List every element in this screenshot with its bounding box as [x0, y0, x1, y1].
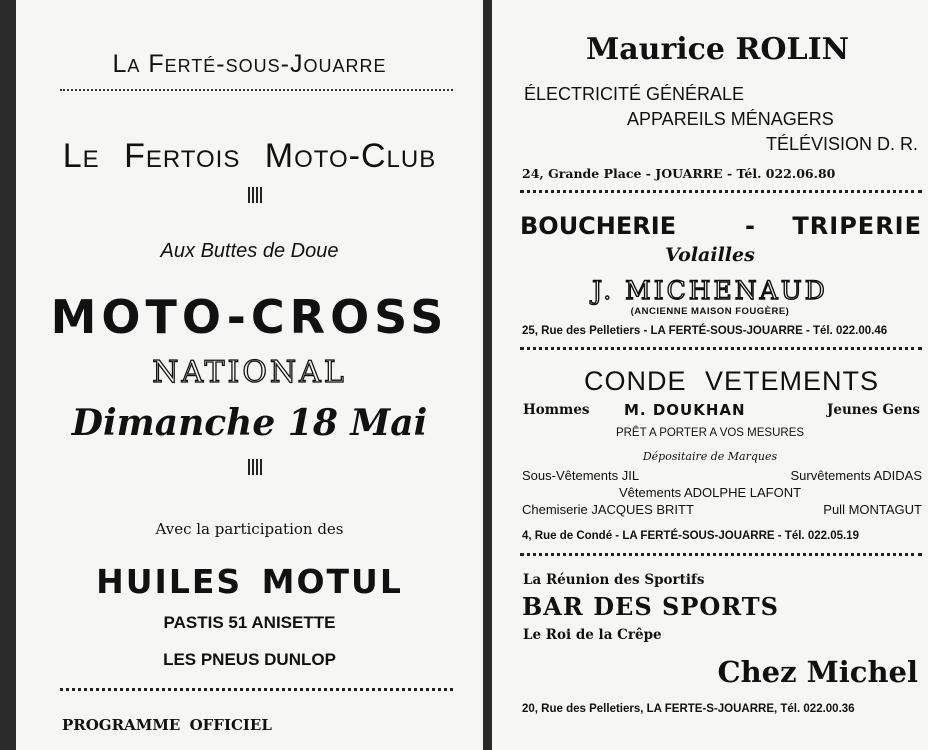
participation-text: Avec la participation des [155, 520, 344, 538]
sponsor-main: HUILES MOTUL [96, 562, 403, 601]
ornament-square [248, 459, 264, 475]
bar-address: 20, Rue des Pelletiers, LA FERTE-S-JOUARRE, Tél. 022.00.36 [522, 703, 855, 715]
conde-tagline: PRÊT A PORTER A VOS MESURES [615, 427, 805, 439]
right-page [492, 0, 928, 750]
boucherie-title: BOUCHERIE [520, 212, 677, 240]
conde-brand-britt: Chemiserie JACQUES BRITT [522, 502, 694, 517]
boucherie-address: 25, Rue des Pelletiers - LA FERTÉ-SOUS-JOUARRE - Tél. 022.00.46 [522, 325, 888, 337]
divider [520, 347, 922, 350]
rolin-line1: ÉLECTRICITÉ GÉNÉRALE [524, 84, 745, 104]
conde-brand-lafont: Vêtements ADOLPHE LAFONT [618, 485, 802, 500]
conde-brand-jil: Sous-Vêtements JIL [522, 468, 640, 483]
event-level: NATIONAL [152, 355, 347, 390]
bar-intro: La Réunion des Sportifs [523, 572, 705, 588]
divider [520, 190, 922, 193]
conde-right-tag: Jeunes Gens [826, 402, 920, 418]
divider [60, 89, 453, 91]
club-name: Le Fertois Moto-Club [62, 137, 437, 175]
rolin-name: Maurice ROLIN [586, 32, 850, 67]
rolin-line3: TÉLÉVISION D. R. [765, 134, 918, 154]
michenaud-name: J. MICHENAUD [592, 276, 828, 305]
ornament-square [248, 187, 264, 203]
conde-brand-adidas: Survêtements ADIDAS [790, 468, 922, 483]
bar-name: BAR DES SPORTS [522, 592, 779, 621]
conde-left-tag: Hommes [523, 402, 590, 418]
venue: Aux Buttes de Doue [160, 240, 339, 262]
boucherie-dash: - [745, 212, 755, 240]
rolin-line2: APPAREILS MÉNAGERS [627, 109, 834, 129]
footer-label: PROGRAMME OFFICIEL [62, 716, 272, 734]
bar-slogan: Le Roi de la Crêpe [523, 627, 662, 643]
conde-brand-montagut: Pull MONTAGUT [823, 502, 922, 517]
bar-owner: Chez Michel [717, 655, 918, 689]
rolin-address: 24, Grande Place - JOUARRE - Tél. 022.06.80 [522, 166, 836, 181]
town-title: La Ferté-sous-Jouarre [112, 50, 387, 78]
divider [60, 688, 453, 691]
event-title: MOTO-CROSS [50, 290, 449, 344]
conde-depositaire: Dépositaire de Marques [642, 450, 778, 463]
divider [520, 553, 922, 556]
michenaud-former: (ANCIENNE MAISON FOUGÈRE) [630, 306, 790, 317]
conde-address: 4, Rue de Condé - LA FERTÉ-SOUS-JOUARRE - Tél. 022.05.19 [522, 530, 859, 542]
sponsor-2: PASTIS 51 ANISETTE [163, 613, 336, 632]
triperie-title: TRIPERIE [792, 212, 922, 240]
left-page [16, 0, 483, 750]
sponsor-3: LES PNEUS DUNLOP [163, 650, 336, 669]
conde-title: CONDE VETEMENTS [584, 366, 880, 396]
volailles: Volailles [665, 244, 755, 266]
event-date: Dimanche 18 Mai [71, 402, 428, 444]
conde-owner: M. DOUKHAN [624, 401, 746, 419]
